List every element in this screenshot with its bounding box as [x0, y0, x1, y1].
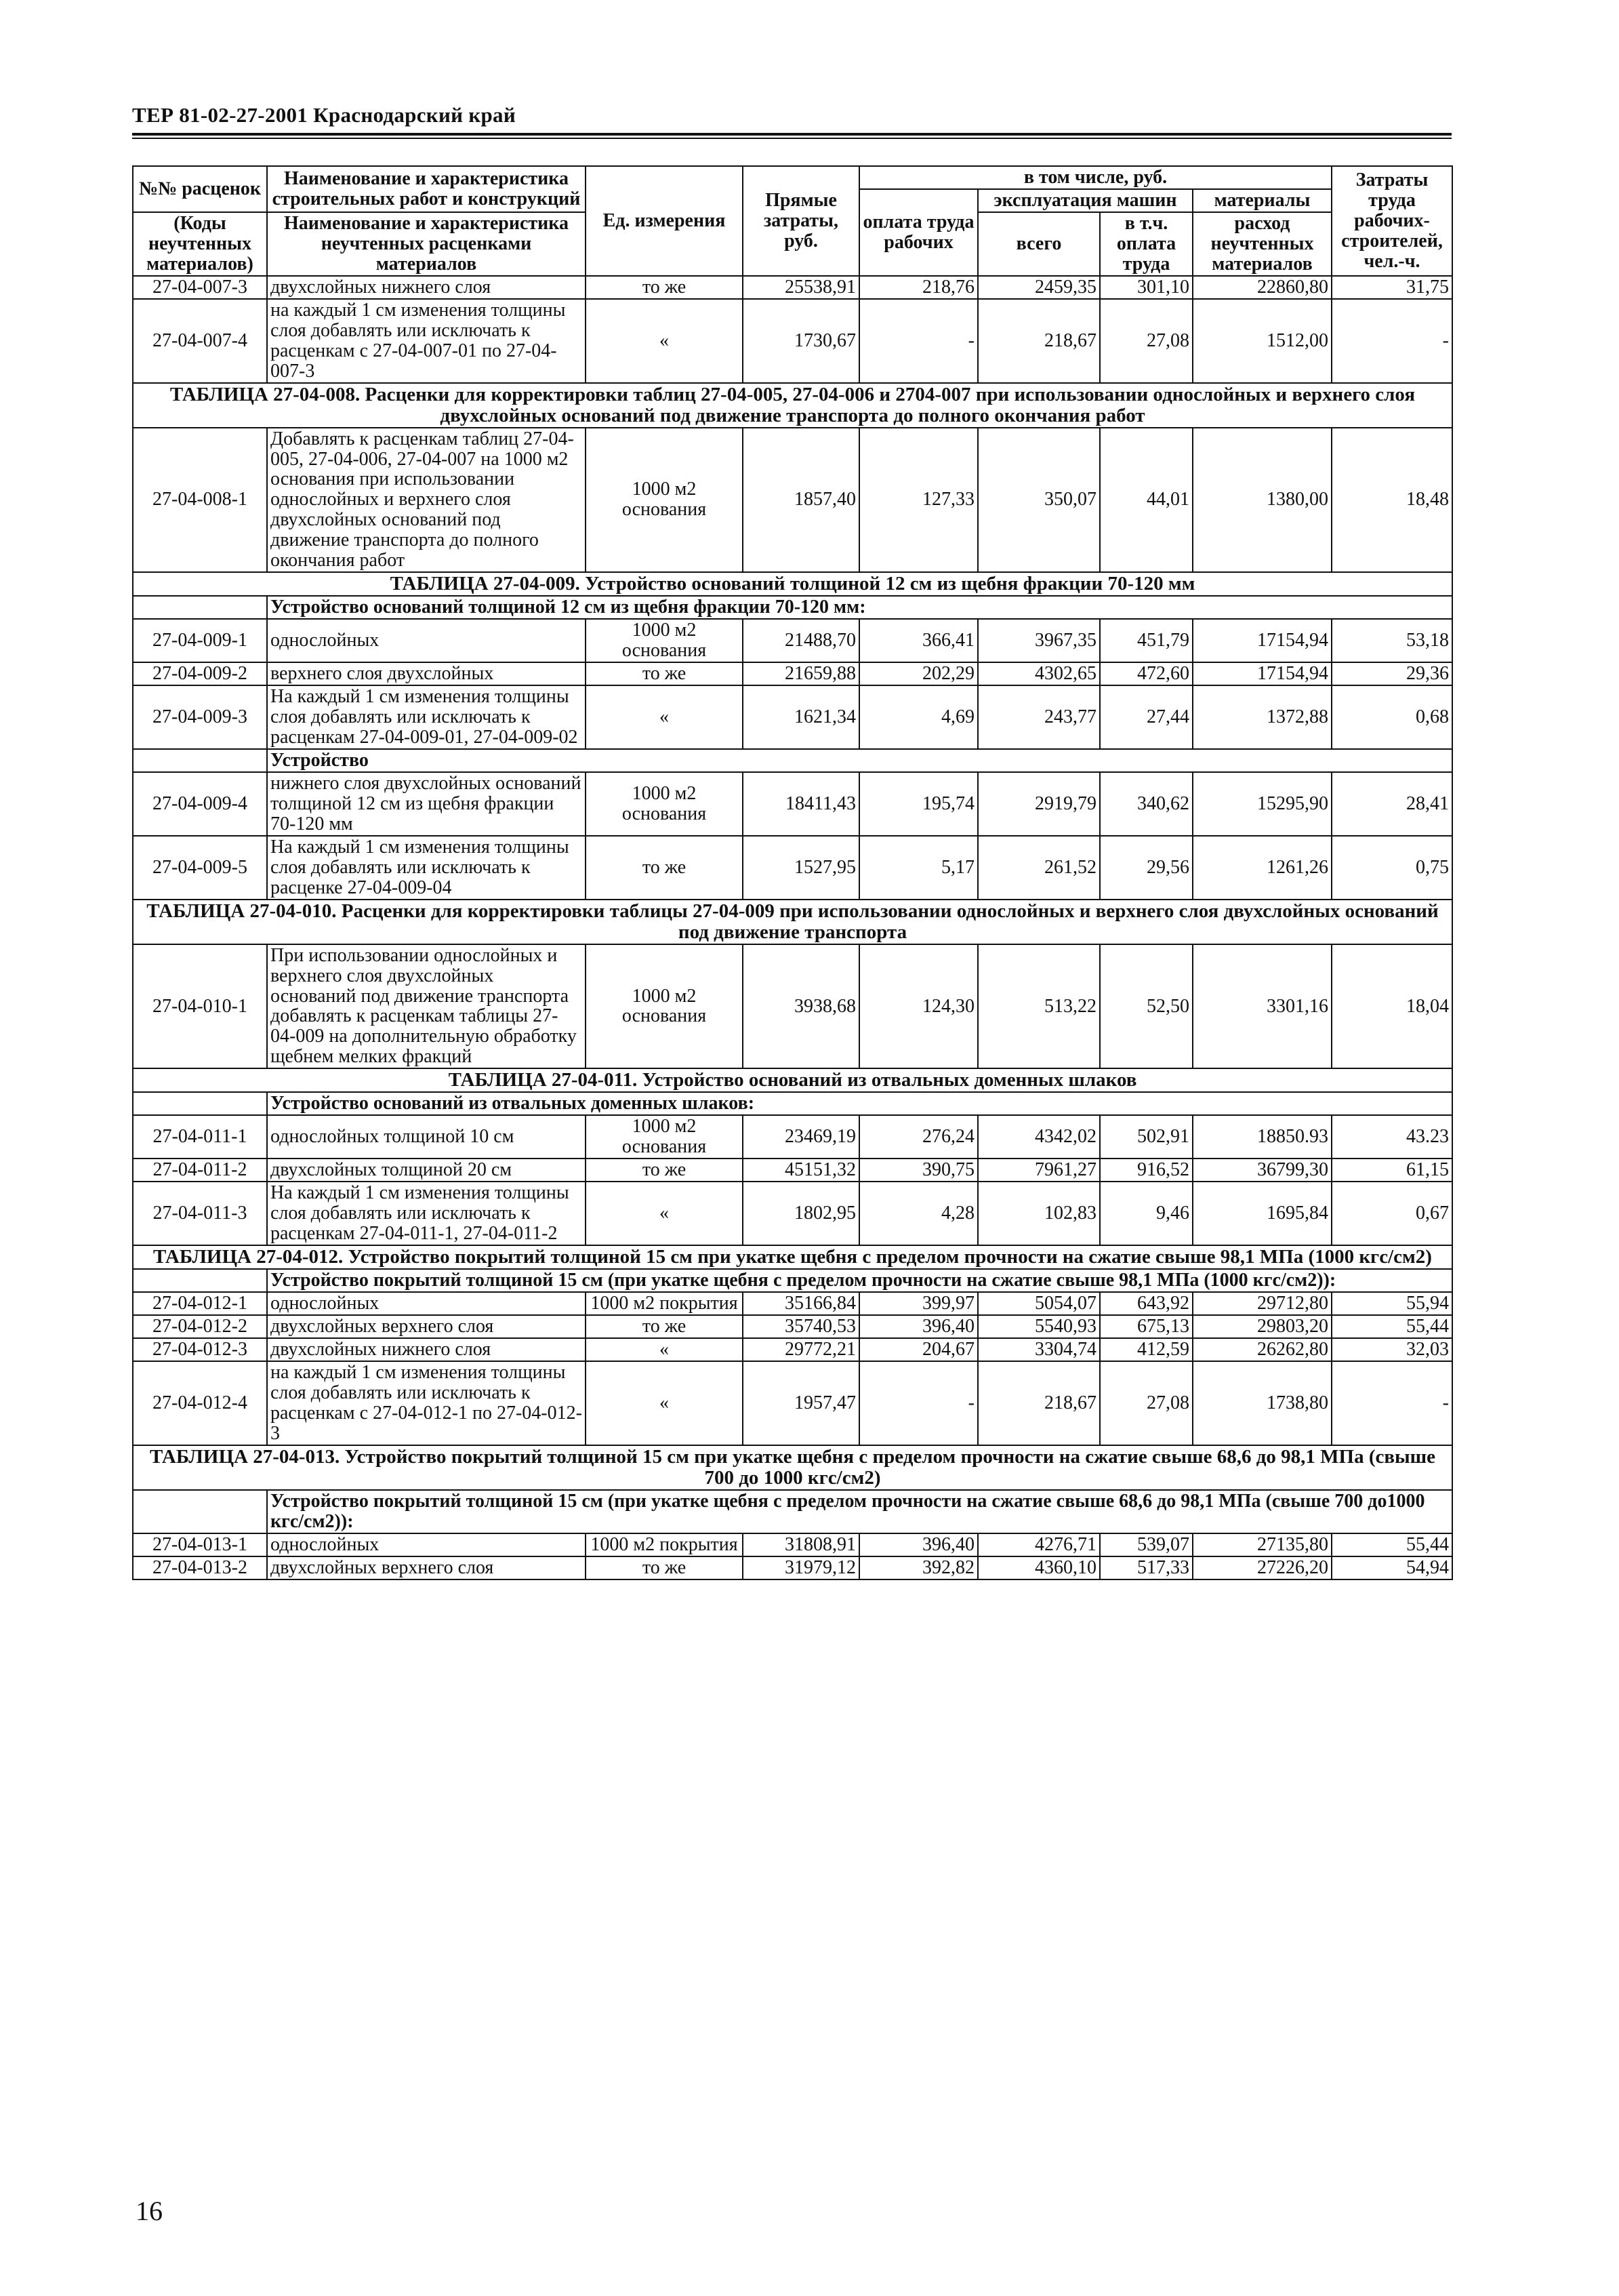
machines-cost: 3967,35 [978, 619, 1100, 662]
col-header-code: №№ расценок [133, 166, 267, 212]
table-group-heading [133, 1092, 1452, 1115]
machines-cost: 218,67 [978, 1361, 1100, 1445]
direct-cost: 18411,43 [743, 772, 859, 836]
direct-cost: 1730,67 [743, 299, 859, 383]
labor-hours: 0,67 [1332, 1182, 1452, 1245]
direct-cost: 35166,84 [743, 1292, 859, 1315]
col-header-machines-labor: в т.ч. оплата труда [1100, 212, 1193, 276]
table-row [133, 944, 1452, 1069]
labor-cost: 124,30 [859, 944, 978, 1069]
col-header-unit: Ед. измерения [586, 166, 743, 276]
machines-cost: 5054,07 [978, 1292, 1100, 1315]
labor-hours: 55,44 [1332, 1533, 1452, 1556]
unit-of-measure: 1000 м2 покрытия [586, 1292, 743, 1315]
rate-code: 27-04-011-2 [133, 1159, 267, 1182]
table-row [133, 276, 1452, 299]
labor-hours: 32,03 [1332, 1338, 1452, 1361]
section-title-text: Устройство оснований толщиной 12 см из щебня фракции 70-120 мм [579, 573, 1195, 595]
table-row [133, 685, 1452, 749]
machines-cost: 4302,65 [978, 662, 1100, 685]
rate-code: 27-04-011-3 [133, 1182, 267, 1245]
labor-cost: - [859, 299, 978, 383]
machines-cost: 7961,27 [978, 1159, 1100, 1182]
rate-code: 27-04-012-3 [133, 1338, 267, 1361]
work-description: При использовании однослойных и верхнего слоя двухслойных оснований под движение транспорта добавлять к расценкам таблицы 27-04-009 на дополнительную обработку щебнем мелких фракций [267, 944, 586, 1069]
col-header-labor: оплата труда рабочих [859, 189, 978, 276]
machines-cost: 4342,02 [978, 1115, 1100, 1159]
section-title-cell [133, 1245, 1452, 1269]
direct-cost: 1957,47 [743, 1361, 859, 1445]
table-group-heading [133, 1490, 1452, 1533]
section-title-cell [133, 900, 1452, 944]
machines-labor-cost: 675,13 [1100, 1315, 1193, 1338]
rate-code: 27-04-013-2 [133, 1556, 267, 1579]
page-header: ТЕР 81-02-27-2001 Краснодарский край [132, 103, 516, 127]
group-heading-spacer [133, 1269, 267, 1292]
table-group-heading [133, 749, 1452, 772]
machines-cost: 513,22 [978, 944, 1100, 1069]
labor-hours: - [1332, 1361, 1452, 1445]
direct-cost: 29772,21 [743, 1338, 859, 1361]
machines-labor-cost: 301,10 [1100, 276, 1193, 299]
materials-cost: 22860,80 [1193, 276, 1332, 299]
section-title-label: ТАБЛИЦА 27-04-011. [448, 1069, 638, 1091]
table-row [133, 1556, 1452, 1579]
work-description: двухслойных верхнего слоя [267, 1556, 586, 1579]
direct-cost: 21659,88 [743, 662, 859, 685]
section-title-text: Расценки для корректировки таблицы 27-04-009 при использовании однослойных и верхнего слоя двухслойных оснований под движение транспорта [336, 900, 1439, 943]
unit-of-measure: « [586, 685, 743, 749]
machines-cost: 4276,71 [978, 1533, 1100, 1556]
labor-hours: 55,44 [1332, 1315, 1452, 1338]
table-row [133, 1361, 1452, 1445]
direct-cost: 25538,91 [743, 276, 859, 299]
labor-cost: 202,29 [859, 662, 978, 685]
labor-hours: 18,48 [1332, 428, 1452, 573]
rates-table [132, 165, 1453, 1580]
unit-of-measure: 1000 м2 основания [586, 1115, 743, 1159]
col-header-code-bottom: (Коды неучтенных материалов) [133, 212, 267, 276]
group-heading-spacer [133, 749, 267, 772]
labor-cost: 195,74 [859, 772, 978, 836]
table-row [133, 1182, 1452, 1245]
rate-code: 27-04-012-2 [133, 1315, 267, 1338]
unit-of-measure: то же [586, 1159, 743, 1182]
labor-cost: 396,40 [859, 1533, 978, 1556]
labor-hours: 61,15 [1332, 1159, 1452, 1182]
machines-labor-cost: 916,52 [1100, 1159, 1193, 1182]
section-title-cell [133, 383, 1452, 428]
labor-hours: 28,41 [1332, 772, 1452, 836]
section-title-label: ТАБЛИЦА 27-04-008. [169, 383, 361, 405]
section-title-label: ТАБЛИЦА 27-04-013. [149, 1445, 340, 1468]
labor-hours: - [1332, 299, 1452, 383]
machines-cost: 3304,74 [978, 1338, 1100, 1361]
unit-of-measure: то же [586, 836, 743, 900]
unit-of-measure: 1000 м2 основания [586, 428, 743, 573]
machines-cost: 102,83 [978, 1182, 1100, 1245]
work-description: верхнего слоя двухслойных [267, 662, 586, 685]
materials-cost: 29712,80 [1193, 1292, 1332, 1315]
rate-code: 27-04-009-1 [133, 619, 267, 662]
page-number: 16 [136, 2196, 163, 2226]
rate-code: 27-04-012-4 [133, 1361, 267, 1445]
group-heading-text: Устройство оснований толщиной 12 см из щебня фракции 70-120 мм: [267, 596, 1452, 619]
unit-of-measure: 1000 м2 основания [586, 944, 743, 1069]
unit-of-measure: « [586, 299, 743, 383]
machines-labor-cost: 472,60 [1100, 662, 1193, 685]
materials-cost: 1695,84 [1193, 1182, 1332, 1245]
machines-labor-cost: 643,92 [1100, 1292, 1193, 1315]
labor-cost: 399,97 [859, 1292, 978, 1315]
work-description: однослойных [267, 619, 586, 662]
machines-cost: 218,67 [978, 299, 1100, 383]
group-heading-text: Устройство покрытий толщиной 15 см (при укатке щебня с пределом прочности на сжатие свыше 98,1 МПа (1000 кгс/см2)): [267, 1269, 1452, 1292]
section-title-cell [133, 572, 1452, 596]
col-header-name-bottom: Наименование и характеристика неучтенных расценками материалов [267, 212, 586, 276]
rate-code: 27-04-007-4 [133, 299, 267, 383]
table-section-title [133, 1068, 1452, 1092]
rate-code: 27-04-009-5 [133, 836, 267, 900]
rate-code: 27-04-012-1 [133, 1292, 267, 1315]
machines-labor-cost: 52,50 [1100, 944, 1193, 1069]
direct-cost: 35740,53 [743, 1315, 859, 1338]
unit-of-measure: то же [586, 662, 743, 685]
col-header-machines: эксплуатация машин [978, 189, 1193, 212]
unit-of-measure: « [586, 1338, 743, 1361]
machines-cost: 2459,35 [978, 276, 1100, 299]
labor-cost: 218,76 [859, 276, 978, 299]
machines-labor-cost: 27,08 [1100, 299, 1193, 383]
section-title-text: Устройство покрытий толщиной 15 см при укатке щебня с пределом прочности на сжатие свыше 68,6 до 98,1 МПа (свыше 700 до 1000 кгс/см2) [340, 1445, 1436, 1489]
direct-cost: 45151,32 [743, 1159, 859, 1182]
direct-cost: 1802,95 [743, 1182, 859, 1245]
section-title-text: Устройство покрытий толщиной 15 см при укатке щебня с пределом прочности на сжатие свыше 98,1 МПа (1000 кгс/см2) [343, 1246, 1432, 1268]
labor-cost: 366,41 [859, 619, 978, 662]
rate-code: 27-04-009-3 [133, 685, 267, 749]
direct-cost: 21488,70 [743, 619, 859, 662]
labor-hours: 55,94 [1332, 1292, 1452, 1315]
labor-cost: 4,28 [859, 1182, 978, 1245]
work-description: однослойных [267, 1292, 586, 1315]
rate-code: 27-04-011-1 [133, 1115, 267, 1159]
materials-cost: 1261,26 [1193, 836, 1332, 900]
table-row [133, 1315, 1452, 1338]
table-row [133, 662, 1452, 685]
labor-cost: 127,33 [859, 428, 978, 573]
machines-cost: 243,77 [978, 685, 1100, 749]
unit-of-measure: 1000 м2 покрытия [586, 1533, 743, 1556]
machines-labor-cost: 29,56 [1100, 836, 1193, 900]
table-body [133, 276, 1452, 1579]
table-header [133, 166, 1452, 276]
materials-cost: 15295,90 [1193, 772, 1332, 836]
labor-cost: 204,67 [859, 1338, 978, 1361]
machines-labor-cost: 412,59 [1100, 1338, 1193, 1361]
header-rule [132, 133, 1452, 136]
work-description: На каждый 1 см изменения толщины слоя добавлять или исключать к расценке 27-04-009-04 [267, 836, 586, 900]
machines-labor-cost: 44,01 [1100, 428, 1193, 573]
materials-cost: 26262,80 [1193, 1338, 1332, 1361]
machines-labor-cost: 539,07 [1100, 1533, 1193, 1556]
unit-of-measure: 1000 м2 основания [586, 619, 743, 662]
rate-code: 27-04-007-3 [133, 276, 267, 299]
table-row [133, 1159, 1452, 1182]
group-heading-spacer [133, 1092, 267, 1115]
table-group-heading [133, 1269, 1452, 1292]
machines-cost: 350,07 [978, 428, 1100, 573]
section-title-label: ТАБЛИЦА 27-04-009. [390, 573, 580, 595]
col-header-incl: в том числе, руб. [859, 166, 1332, 189]
section-title-text: Расценки для корректировки таблиц 27-04-005, 27-04-006 и 2704-007 при использовании однослойных и верхнего слоя двухслойных оснований под движение транспорта до полного окончания работ [360, 383, 1416, 426]
table-row [133, 428, 1452, 573]
materials-cost: 3301,16 [1193, 944, 1332, 1069]
labor-hours: 54,94 [1332, 1556, 1452, 1579]
materials-cost: 27135,80 [1193, 1533, 1332, 1556]
unit-of-measure: то же [586, 1556, 743, 1579]
labor-cost: 5,17 [859, 836, 978, 900]
col-header-workers: Затраты труда рабочих-строителей, чел.-ч. [1332, 166, 1452, 276]
direct-cost: 1621,34 [743, 685, 859, 749]
materials-cost: 29803,20 [1193, 1315, 1332, 1338]
materials-cost: 36799,30 [1193, 1159, 1332, 1182]
work-description: однослойных [267, 1533, 586, 1556]
direct-cost: 1527,95 [743, 836, 859, 900]
table-row [133, 1115, 1452, 1159]
machines-labor-cost: 502,91 [1100, 1115, 1193, 1159]
labor-hours: 0,75 [1332, 836, 1452, 900]
machines-cost: 2919,79 [978, 772, 1100, 836]
col-header-machines-total: всего [978, 212, 1100, 276]
materials-cost: 1738,80 [1193, 1361, 1332, 1445]
rate-code: 27-04-009-4 [133, 772, 267, 836]
materials-cost: 1512,00 [1193, 299, 1332, 383]
section-title-label: ТАБЛИЦА 27-04-010. [146, 900, 337, 922]
table-row [133, 1533, 1452, 1556]
materials-cost: 17154,94 [1193, 662, 1332, 685]
section-title-cell [133, 1068, 1452, 1092]
machines-labor-cost: 517,33 [1100, 1556, 1193, 1579]
group-heading-spacer [133, 596, 267, 619]
table-row [133, 1292, 1452, 1315]
table-group-heading [133, 596, 1452, 619]
machines-cost: 5540,93 [978, 1315, 1100, 1338]
work-description: Добавлять к расценкам таблиц 27-04-005, 27-04-006, 27-04-007 на 1000 м2 основания при использовании однослойных и верхнего слоя двухслойных оснований под движение транспорта до полного окончания работ [267, 428, 586, 573]
labor-cost: - [859, 1361, 978, 1445]
group-heading-text: Устройство оснований из отвальных доменных шлаков: [267, 1092, 1452, 1115]
machines-labor-cost: 27,08 [1100, 1361, 1193, 1445]
unit-of-measure: то же [586, 1315, 743, 1338]
labor-hours: 53,18 [1332, 619, 1452, 662]
col-header-direct: Прямые затраты, руб. [743, 166, 859, 276]
machines-labor-cost: 451,79 [1100, 619, 1193, 662]
rate-code: 27-04-013-1 [133, 1533, 267, 1556]
labor-hours: 29,36 [1332, 662, 1452, 685]
labor-hours: 31,75 [1332, 276, 1452, 299]
rate-code: 27-04-009-2 [133, 662, 267, 685]
unit-of-measure: « [586, 1361, 743, 1445]
table-row [133, 299, 1452, 383]
materials-cost: 17154,94 [1193, 619, 1332, 662]
labor-cost: 390,75 [859, 1159, 978, 1182]
labor-hours: 43.23 [1332, 1115, 1452, 1159]
direct-cost: 31979,12 [743, 1556, 859, 1579]
direct-cost: 1857,40 [743, 428, 859, 573]
work-description: нижнего слоя двухслойных оснований толщиной 12 см из щебня фракции 70-120 мм [267, 772, 586, 836]
materials-cost: 1372,88 [1193, 685, 1332, 749]
header-rule-thin [132, 138, 1452, 139]
group-heading-text: Устройство [267, 749, 1452, 772]
machines-labor-cost: 27,44 [1100, 685, 1193, 749]
work-description: двухслойных толщиной 20 см [267, 1159, 586, 1182]
group-heading-text: Устройство покрытий толщиной 15 см (при укатке щебня с пределом прочности на сжатие свыше 68,6 до 98,1 МПа (свыше 700 до1000 кгс/см2)): [267, 1490, 1452, 1533]
work-description: двухслойных нижнего слоя [267, 1338, 586, 1361]
work-description: двухслойных нижнего слоя [267, 276, 586, 299]
table-section-title [133, 900, 1452, 944]
labor-cost: 396,40 [859, 1315, 978, 1338]
labor-hours: 0,68 [1332, 685, 1452, 749]
table-section-title [133, 1445, 1452, 1490]
col-header-materials: материалы [1193, 189, 1332, 212]
direct-cost: 31808,91 [743, 1533, 859, 1556]
labor-cost: 276,24 [859, 1115, 978, 1159]
unit-of-measure: « [586, 1182, 743, 1245]
group-heading-spacer [133, 1490, 267, 1533]
table-section-title [133, 572, 1452, 596]
unit-of-measure: 1000 м2 основания [586, 772, 743, 836]
labor-cost: 4,69 [859, 685, 978, 749]
rate-code: 27-04-010-1 [133, 944, 267, 1069]
work-description: однослойных толщиной 10 см [267, 1115, 586, 1159]
materials-cost: 1380,00 [1193, 428, 1332, 573]
materials-cost: 18850.93 [1193, 1115, 1332, 1159]
machines-cost: 261,52 [978, 836, 1100, 900]
section-title-cell [133, 1445, 1452, 1490]
work-description: на каждый 1 см изменения толщины слоя добавлять или исключать к расценкам с 27-04-007-01 по 27-04-007-3 [267, 299, 586, 383]
section-title-label: ТАБЛИЦА 27-04-012. [153, 1246, 344, 1268]
table-row [133, 1338, 1452, 1361]
table-section-title [133, 383, 1452, 428]
labor-cost: 392,82 [859, 1556, 978, 1579]
table-section-title [133, 1245, 1452, 1269]
rate-code: 27-04-008-1 [133, 428, 267, 573]
materials-cost: 27226,20 [1193, 1556, 1332, 1579]
machines-cost: 4360,10 [978, 1556, 1100, 1579]
machines-labor-cost: 9,46 [1100, 1182, 1193, 1245]
labor-hours: 18,04 [1332, 944, 1452, 1069]
table-row [133, 836, 1452, 900]
work-description: на каждый 1 см изменения толщины слоя добавлять или исключать к расценкам с 27-04-012-1 по 27-04-012-3 [267, 1361, 586, 1445]
machines-labor-cost: 340,62 [1100, 772, 1193, 836]
work-description: На каждый 1 см изменения толщины слоя добавлять или исключать к расценкам 27-04-011-1, 27-04-011-2 [267, 1182, 586, 1245]
direct-cost: 3938,68 [743, 944, 859, 1069]
table-row [133, 619, 1452, 662]
col-header-materials-sub: расход неучтенных материалов [1193, 212, 1332, 276]
table-row [133, 772, 1452, 836]
section-title-text: Устройство оснований из отвальных доменных шлаков [637, 1069, 1137, 1091]
direct-cost: 23469,19 [743, 1115, 859, 1159]
unit-of-measure: то же [586, 276, 743, 299]
col-header-name: Наименование и характеристика строительных работ и конструкций [267, 166, 586, 212]
work-description: На каждый 1 см изменения толщины слоя добавлять или исключать к расценкам 27-04-009-01, 27-04-009-02 [267, 685, 586, 749]
work-description: двухслойных верхнего слоя [267, 1315, 586, 1338]
